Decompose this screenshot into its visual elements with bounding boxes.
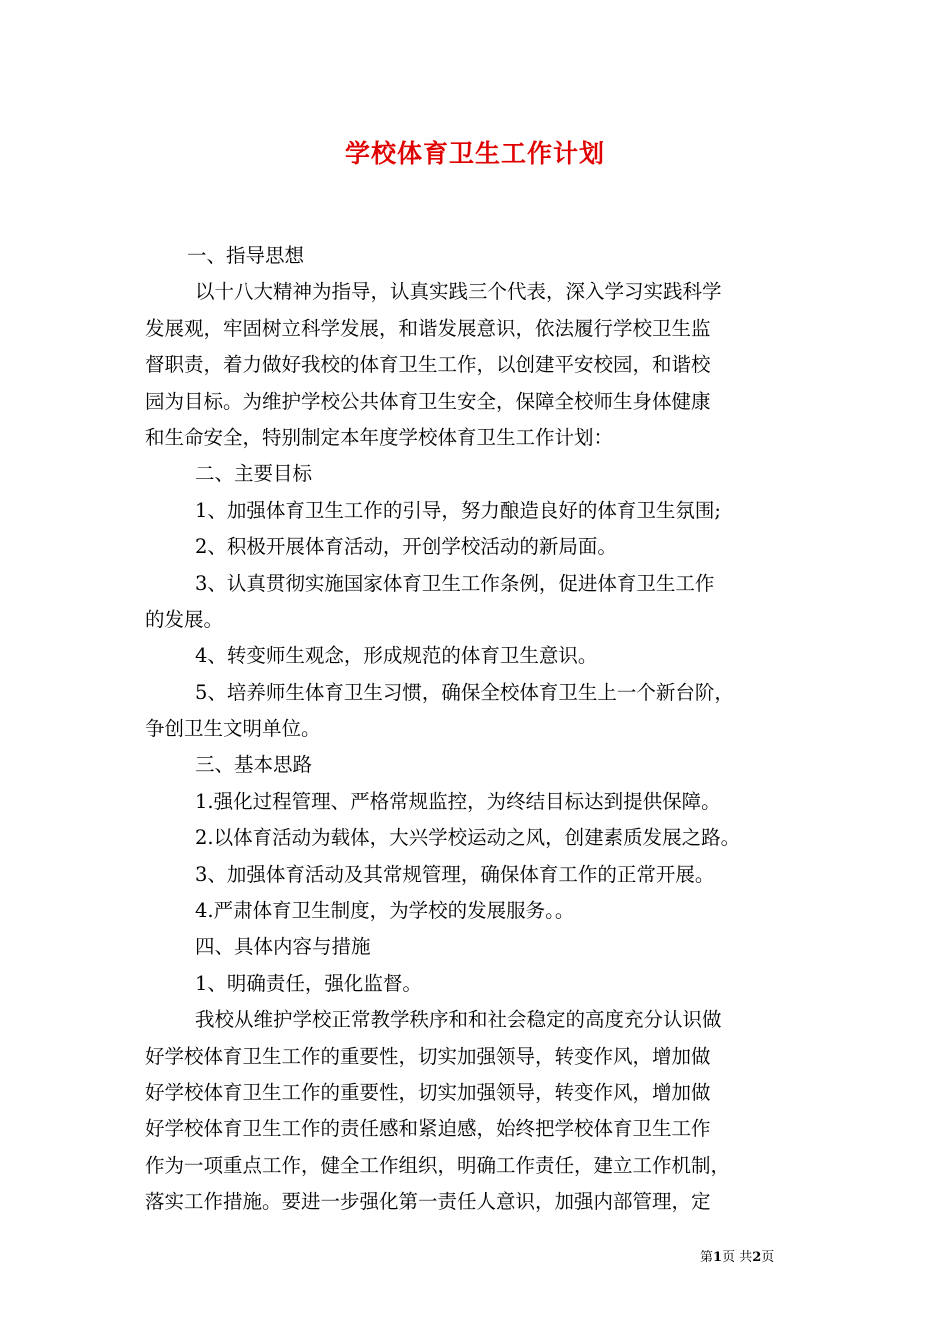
paragraph-line: 好学校体育卫生工作的责任感和紧迫感，始终把学校体育卫生工作 bbox=[145, 1117, 711, 1141]
current-page-number: 1 bbox=[713, 1250, 723, 1265]
document-body bbox=[145, 238, 817, 1221]
list-item: 2.以体育活动为载体，大兴学校运动之风，创建素质发展之路。 bbox=[195, 826, 741, 850]
paragraph-line: 落实工作措施。要进一步强化第一责任人意识，加强内部管理，定 bbox=[145, 1190, 711, 1214]
section-heading: 二、主要目标 bbox=[195, 462, 313, 486]
section-heading: 四、具体内容与措施 bbox=[195, 935, 371, 959]
section-heading: 一、指导思想 bbox=[187, 244, 305, 267]
paragraph-line: 督职责，着力做好我校的体育卫生工作，以创建平安校园，和谐校 bbox=[145, 353, 711, 377]
section-heading: 三、基本思路 bbox=[195, 753, 313, 777]
paragraph-line: 园为目标。为维护学校公共体育卫生安全，保障全校师生身体健康 bbox=[145, 389, 711, 413]
list-item-continuation: 的发展。 bbox=[145, 607, 224, 631]
list-item: 5、培养师生体育卫生习惯，确保全校体育卫生上一个新台阶， bbox=[195, 680, 734, 704]
list-item: 3、认真贯彻实施国家体育卫生工作条例，促进体育卫生工作 bbox=[195, 571, 715, 595]
paragraph-line: 发展观，牢固树立科学发展，和谐发展意识，依法履行学校卫生监 bbox=[145, 316, 711, 340]
paragraph-line: 我校从维护学校正常教学秩序和和社会稳定的高度充分认识做 bbox=[195, 1008, 722, 1032]
subsection-heading: 1、明确责任，强化监督。 bbox=[195, 971, 422, 995]
list-item: 3、加强体育活动及其常规管理，确保体育工作的正常开展。 bbox=[195, 862, 715, 886]
paragraph-line: 作为一项重点工作，健全工作组织，明确工作责任，建立工作机制， bbox=[145, 1153, 731, 1177]
footer-middle: 页 共 bbox=[722, 1250, 753, 1265]
paragraph-line: 好学校体育卫生工作的重要性，切实加强领导，转变作风，增加做 bbox=[145, 1044, 711, 1068]
total-pages-number: 2 bbox=[752, 1250, 762, 1265]
list-item: 1、加强体育卫生工作的引导，努力酿造良好的体育卫生氛围; bbox=[195, 498, 721, 522]
document-title: 学校体育卫生工作计划 bbox=[344, 139, 605, 168]
page-footer bbox=[700, 1246, 820, 1265]
footer-prefix: 第 bbox=[700, 1250, 714, 1265]
list-item: 4.严肃体育卫生制度，为学校的发展服务。。 bbox=[195, 899, 575, 923]
paragraph-line: 以十八大精神为指导，认真实践三个代表，深入学习实践科学 bbox=[195, 280, 722, 304]
list-item: 2、积极开展体育活动，开创学校活动的新局面。 bbox=[195, 535, 617, 559]
list-item: 4、转变师生观念，形成规范的体育卫生意识。 bbox=[195, 644, 598, 668]
list-item: 1.强化过程管理、严格常规监控，为终结目标达到提供保障。 bbox=[195, 789, 721, 813]
list-item-continuation: 争创卫生文明单位。 bbox=[145, 717, 321, 741]
paragraph-line: 和生命安全，特别制定本年度学校体育卫生工作计划： bbox=[145, 425, 614, 449]
paragraph-line: 好学校体育卫生工作的重要性，切实加强领导，转变作风，增加做 bbox=[145, 1080, 711, 1104]
footer-suffix: 页 bbox=[761, 1250, 775, 1265]
